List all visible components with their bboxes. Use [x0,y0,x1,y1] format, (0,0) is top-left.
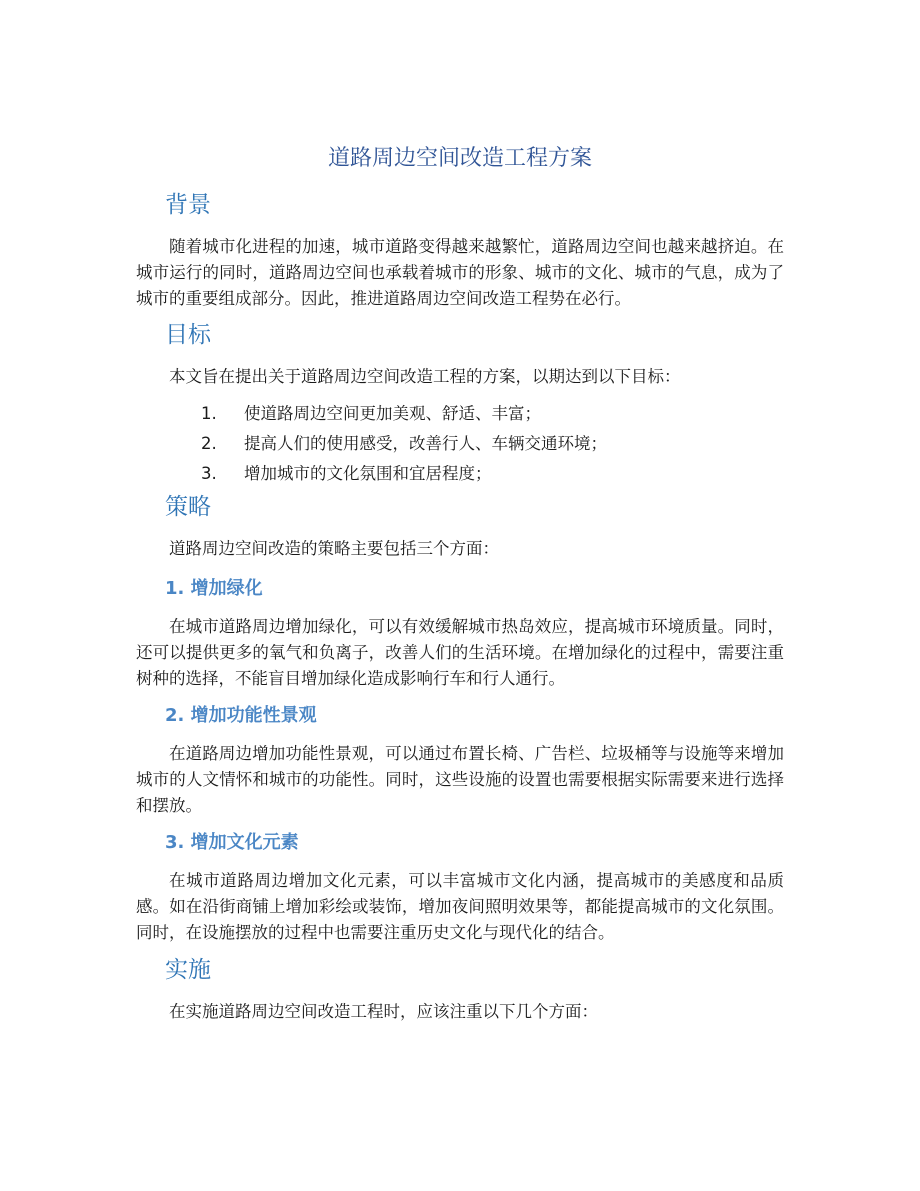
paragraph-implementation-intro: 在实施道路周边空间改造工程时，应该注重以下几个方面： [169,1002,598,1021]
heading-strategy: 策略 [165,494,211,520]
goals-list [136,399,784,489]
heading-goals: 目标 [165,322,211,348]
subheading-cultural-elements: 3. 增加文化元素 [165,832,299,853]
paragraph-cultural-elements: 在城市道路周边增加文化元素，可以丰富城市文化内涵，提高城市的美感度和品质感。如在沿街商铺上增加彩绘或装饰，增加夜间照明效果等，都能提高城市的文化氛围。同时，在设施摆放的过程中也需要注重历史文化与现代化的结合。 [136,871,784,942]
list-item-text: 提高人们的使用感受，改善行人、车辆交通环境； [244,434,607,453]
list-item-text: 增加城市的文化氛围和宜居程度； [244,464,492,483]
paragraph-background: 随着城市化进程的加速，城市道路变得越来越繁忙，道路周边空间也越来越挤迫。在城市运行的同时，道路周边空间也承载着城市的形象、城市的文化、城市的气息，成为了城市的重要组成部分。因此，推进道路周边空间改造工程势在必行。 [136,237,784,308]
list-item [136,459,784,489]
subheading-functional-landscape: 2. 增加功能性景观 [165,705,317,726]
heading-background: 背景 [165,192,211,218]
list-item-number: 2. [201,434,217,453]
paragraph-greening: 在城市道路周边增加绿化，可以有效缓解城市热岛效应，提高城市环境质量。同时，还可以提供更多的氧气和负离子，改善人们的生活环境。在增加绿化的过程中，需要注重树种的选择，不能盲目增加绿化造成影响行车和行人通行。 [136,617,784,688]
paragraph-strategy-intro: 道路周边空间改造的策略主要包括三个方面： [169,539,499,558]
heading-implementation: 实施 [165,957,211,983]
paragraph-functional-landscape: 在道路周边增加功能性景观，可以通过布置长椅、广告栏、垃圾桶等与设施等来增加城市的人文情怀和城市的功能性。同时，这些设施的设置也需要根据实际需要来进行选择和摆放。 [136,744,784,815]
subheading-greening: 1. 增加绿化 [165,578,263,599]
list-item-number: 3. [201,464,217,483]
list-item-number: 1. [201,404,217,423]
list-item [136,429,784,459]
document-title: 道路周边空间改造工程方案 [327,146,592,171]
list-item [136,399,784,429]
list-item-text: 使道路周边空间更加美观、舒适、丰富； [244,404,541,423]
paragraph-goals-intro: 本文旨在提出关于道路周边空间改造工程的方案，以期达到以下目标： [169,367,681,386]
